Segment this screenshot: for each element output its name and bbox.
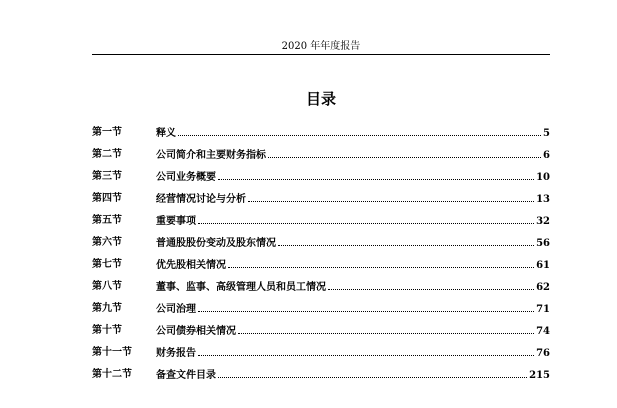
toc-page-number: 13 <box>536 194 550 205</box>
toc-entry-title: 公司业务概要 <box>156 172 216 183</box>
toc-page-number: 215 <box>529 370 550 381</box>
toc-entry[interactable] <box>92 368 550 390</box>
toc-entry[interactable] <box>92 346 550 368</box>
toc-entry[interactable] <box>92 192 550 214</box>
toc-entry[interactable] <box>92 170 550 192</box>
dot-leader <box>178 126 541 136</box>
toc-entry-title: 重要事项 <box>156 216 196 227</box>
dot-leader <box>198 302 534 312</box>
toc-title: 目录 <box>305 90 336 108</box>
toc-page-number: 5 <box>543 128 550 139</box>
toc-page-number: 74 <box>536 326 550 337</box>
toc-entry-title: 普通股股份变动及股东情况 <box>156 238 276 249</box>
toc-entry[interactable] <box>92 302 550 324</box>
dot-leader <box>228 258 534 268</box>
toc-page-number: 10 <box>536 172 550 183</box>
dot-leader <box>198 346 534 356</box>
toc-entry[interactable] <box>92 280 550 302</box>
dot-leader <box>248 192 534 202</box>
dot-leader <box>328 280 534 290</box>
dot-leader <box>198 214 534 224</box>
toc-entry-title: 经营情况讨论与分析 <box>156 194 246 205</box>
toc-entry-title: 释义 <box>156 128 176 139</box>
toc-entry-title: 备查文件目录 <box>156 370 216 381</box>
table-of-contents <box>92 126 550 390</box>
toc-section-number: 第七节 <box>92 259 122 270</box>
toc-entry-title: 董事、监事、高级管理人员和员工情况 <box>156 282 326 293</box>
toc-section-number: 第四节 <box>92 193 122 204</box>
toc-entry-title: 公司债券相关情况 <box>156 326 236 337</box>
toc-entry[interactable] <box>92 236 550 258</box>
toc-page-number: 71 <box>536 304 550 315</box>
toc-page-number: 56 <box>536 238 550 249</box>
toc-entry[interactable] <box>92 148 550 170</box>
toc-section-number: 第五节 <box>92 215 122 226</box>
toc-entry[interactable] <box>92 324 550 346</box>
toc-page-number: 62 <box>536 282 550 293</box>
dot-leader <box>218 170 534 180</box>
toc-entry[interactable] <box>92 258 550 280</box>
toc-section-number: 第十一节 <box>92 347 132 358</box>
toc-section-number: 第八节 <box>92 281 122 292</box>
toc-entry-title: 财务报告 <box>156 348 196 359</box>
toc-entry-title: 公司治理 <box>156 304 196 315</box>
toc-entry-title: 优先股相关情况 <box>156 260 226 271</box>
toc-section-number: 第二节 <box>92 149 122 160</box>
dot-leader <box>278 236 534 246</box>
toc-page-number: 32 <box>536 216 550 227</box>
toc-section-number: 第十二节 <box>92 369 132 380</box>
dot-leader <box>218 368 527 378</box>
header-rule <box>92 54 550 55</box>
dot-leader <box>268 148 541 158</box>
toc-page-number: 6 <box>543 150 550 161</box>
toc-entry[interactable] <box>92 126 550 148</box>
toc-page-number: 76 <box>536 348 550 359</box>
toc-section-number: 第三节 <box>92 171 122 182</box>
toc-page-number: 61 <box>536 260 550 271</box>
toc-section-number: 第六节 <box>92 237 122 248</box>
toc-entry[interactable] <box>92 214 550 236</box>
toc-section-number: 第十节 <box>92 325 122 336</box>
toc-entry-title: 公司简介和主要财务指标 <box>156 150 266 161</box>
dot-leader <box>238 324 534 334</box>
toc-section-number: 第九节 <box>92 303 122 314</box>
toc-section-number: 第一节 <box>92 127 122 138</box>
page-header: 2020 年年度报告 <box>281 41 361 52</box>
